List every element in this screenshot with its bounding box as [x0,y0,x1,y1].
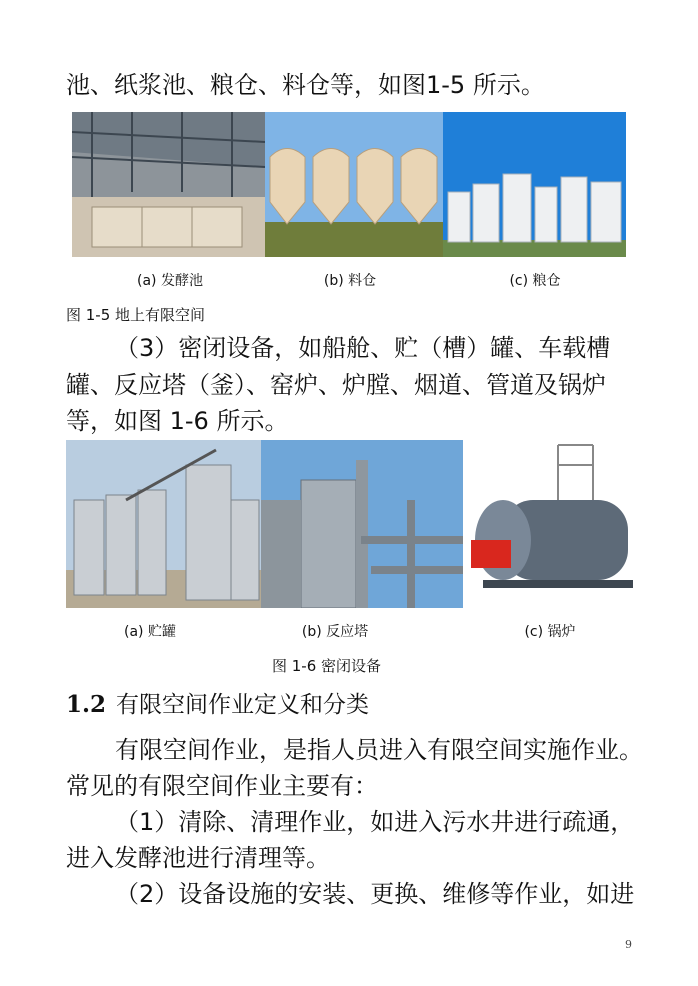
fermentation-pool-photo [72,112,265,257]
definition-line-1: 有限空间作业，是指人员进入有限空间实施作业。 [115,736,643,764]
fig16-title: 图 1-6 密闭设备 [272,657,382,675]
fig15-caption-b: (b) 料仓 [323,273,377,289]
fig16-caption-a: (a) 贮罐 [124,624,176,640]
storage-bin-photo [265,112,443,257]
fig15-caption-c: (c) 粮仓 [509,273,561,289]
fig15-title: 图 1-5 地上有限空间 [66,306,206,324]
para3-line-2: 罐、反应塔（釜）、窑炉、炉膛、烟道、管道及锅炉 [66,371,606,399]
storage-tank-photo [66,440,261,608]
fig16-caption-c: (c) 锅炉 [524,624,576,640]
item1-line-1: （1）清除、清理作业，如进入污水井进行疏通， [115,808,635,836]
item2-line-1: （2）设备设施的安装、更换、维修等作业，如进 [115,880,635,908]
section-title: 有限空间作业定义和分类 [116,692,370,718]
fig16-caption-b: (b) 反应塔 [301,624,369,640]
definition-line-2: 常见的有限空间作业主要有： [66,772,378,800]
section-heading [66,690,369,720]
section-number: 1.2 [66,691,107,718]
page-number: 9 [625,938,632,951]
fig15-caption-a: (a) 发酵池 [137,273,203,289]
para3-line-3: 等，如图 1-6 所示。 [66,407,289,435]
boiler-photo [463,440,643,608]
granary-photo [443,112,626,257]
body-line-1: 池、纸浆池、粮仓、料仓等，如图1-5 所示。 [66,71,545,99]
reaction-tower-photo [261,440,463,608]
item1-line-2: 进入发酵池进行清理等。 [66,844,330,872]
para3-line-1: （3）密闭设备，如船舱、贮（槽）罐、车载槽 [115,334,611,362]
